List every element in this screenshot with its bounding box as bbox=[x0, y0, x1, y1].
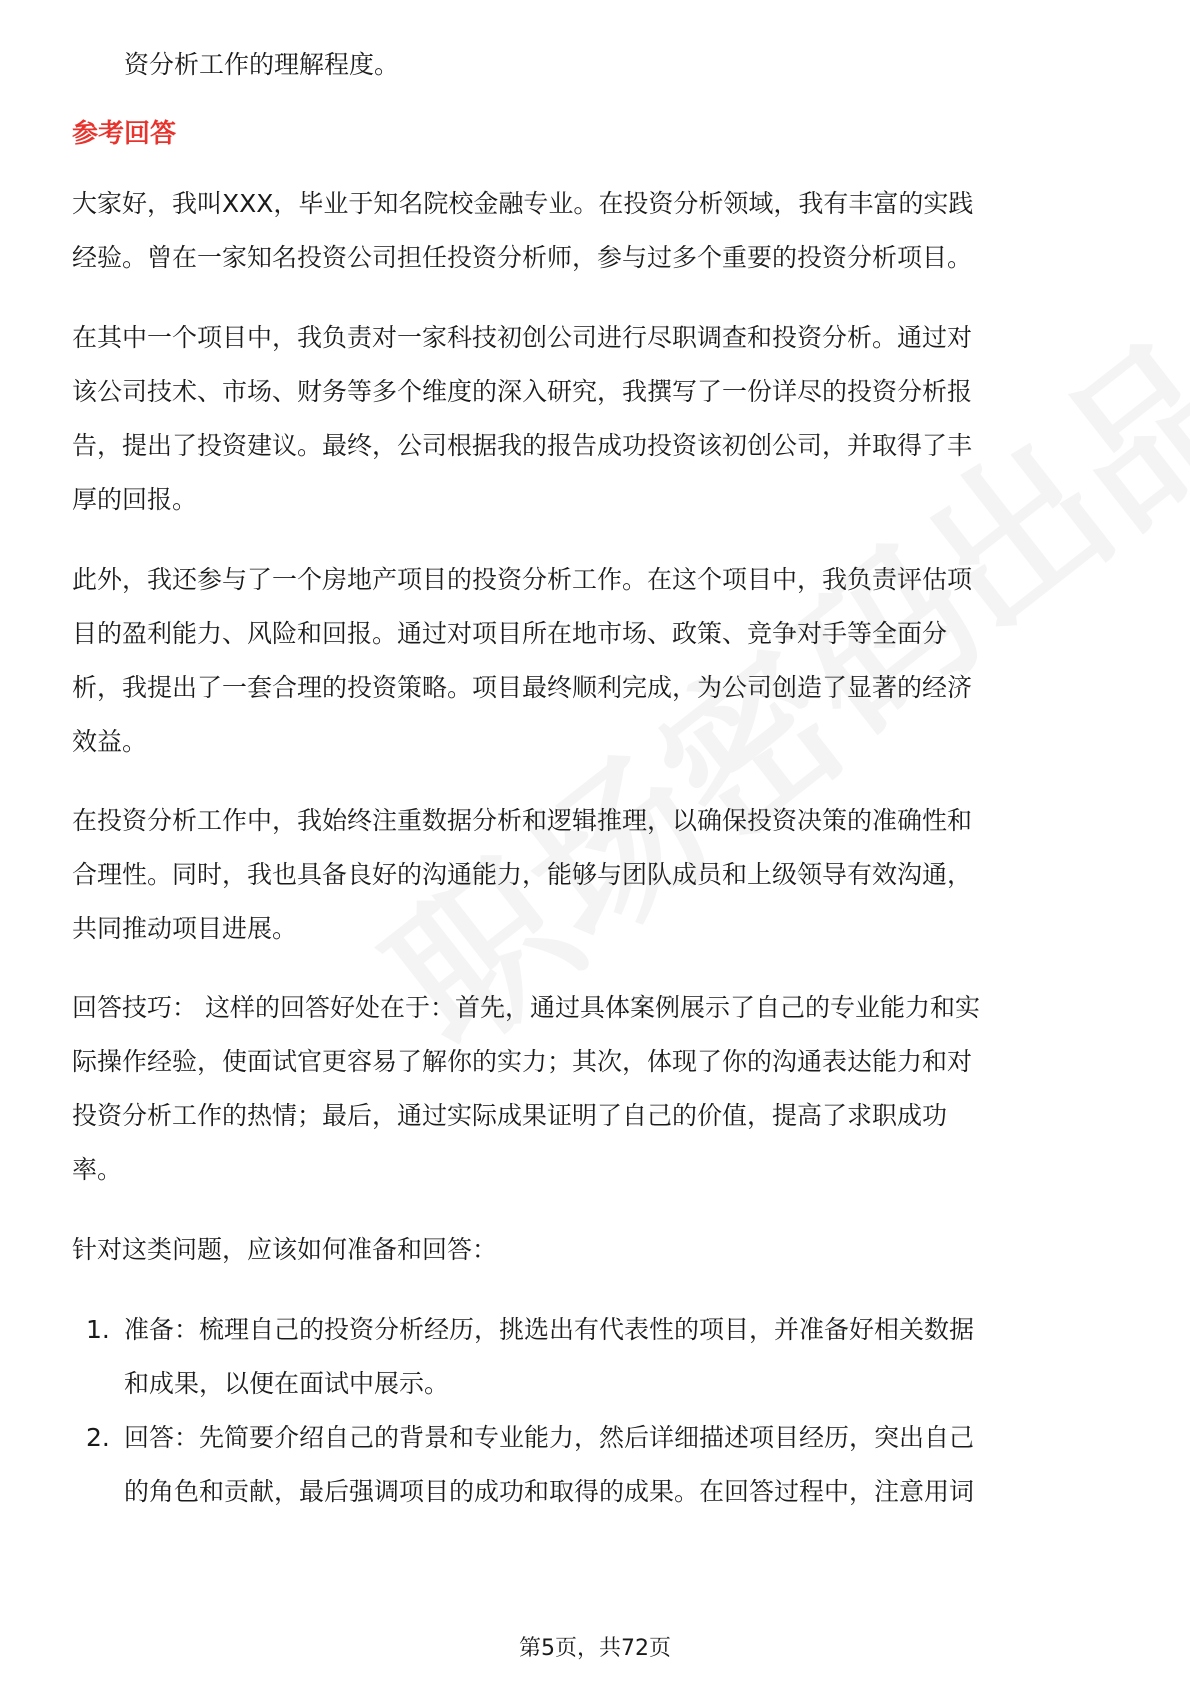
text-line: 析，我提出了一套合理的投资策略。项目最终顺利完成，为公司创造了显著的经济 bbox=[72, 673, 973, 702]
text-line: 共同推动项目进展。 bbox=[72, 914, 298, 943]
page-footer: 第5页，共72页 bbox=[519, 1636, 671, 1661]
list-number: 1. bbox=[86, 1315, 110, 1344]
list-item-line: 和成果，以便在面试中展示。 bbox=[124, 1369, 450, 1398]
text-line: 厚的回报。 bbox=[72, 485, 198, 514]
text-line: 在投资分析工作中，我始终注重数据分析和逻辑推理，以确保投资决策的准确性和 bbox=[72, 806, 973, 835]
text-line: 投资分析工作的热情；最后，通过实际成果证明了自己的价值，提高了求职成功 bbox=[72, 1101, 948, 1130]
list-item-line: 回答：先简要介绍自己的背景和专业能力，然后详细描述项目经历，突出自己 bbox=[124, 1423, 975, 1452]
text-line: 在其中一个项目中，我负责对一家科技初创公司进行尽职调查和投资分析。通过对 bbox=[72, 323, 973, 352]
text-line: 此外，我还参与了一个房地产项目的投资分析工作。在这个项目中，我负责评估项 bbox=[72, 565, 973, 594]
text-line: 该公司技术、市场、财务等多个维度的深入研究，我撰写了一份详尽的投资分析报 bbox=[72, 377, 973, 406]
text-line: 率。 bbox=[72, 1155, 123, 1184]
text-line: 告，提出了投资建议。最终，公司根据我的报告成功投资该初创公司，并取得了丰 bbox=[72, 431, 973, 460]
list-item-line: 的角色和贡献，最后强调项目的成功和取得的成果。在回答过程中，注意用词 bbox=[124, 1477, 975, 1506]
text-line: 经验。曾在一家知名投资公司担任投资分析师，参与过多个重要的投资分析项目。 bbox=[72, 243, 973, 272]
text-line: 资分析工作的理解程度。 bbox=[124, 50, 400, 79]
text-line: 际操作经验，使面试官更容易了解你的实力；其次，体现了你的沟通表达能力和对 bbox=[72, 1047, 973, 1076]
text-line: 针对这类问题，应该如何准备和回答： bbox=[72, 1235, 498, 1264]
section-heading: 参考回答 bbox=[72, 119, 177, 149]
text-line: 目的盈利能力、风险和回报。通过对项目所在地市场、政策、竞争对手等全面分 bbox=[72, 619, 948, 648]
text-line: 合理性。同时，我也具备良好的沟通能力，能够与团队成员和上级领导有效沟通， bbox=[72, 860, 973, 889]
list-number: 2. bbox=[86, 1423, 110, 1452]
text-line: 大家好，我叫XXX，毕业于知名院校金融专业。在投资分析领域，我有丰富的实践 bbox=[72, 189, 974, 218]
text-line: 效益。 bbox=[72, 727, 148, 756]
text-line: 回答技巧： 这样的回答好处在于：首先，通过具体案例展示了自己的专业能力和实 bbox=[72, 993, 980, 1022]
list-item-line: 准备：梳理自己的投资分析经历，挑选出有代表性的项目，并准备好相关数据 bbox=[124, 1315, 975, 1344]
